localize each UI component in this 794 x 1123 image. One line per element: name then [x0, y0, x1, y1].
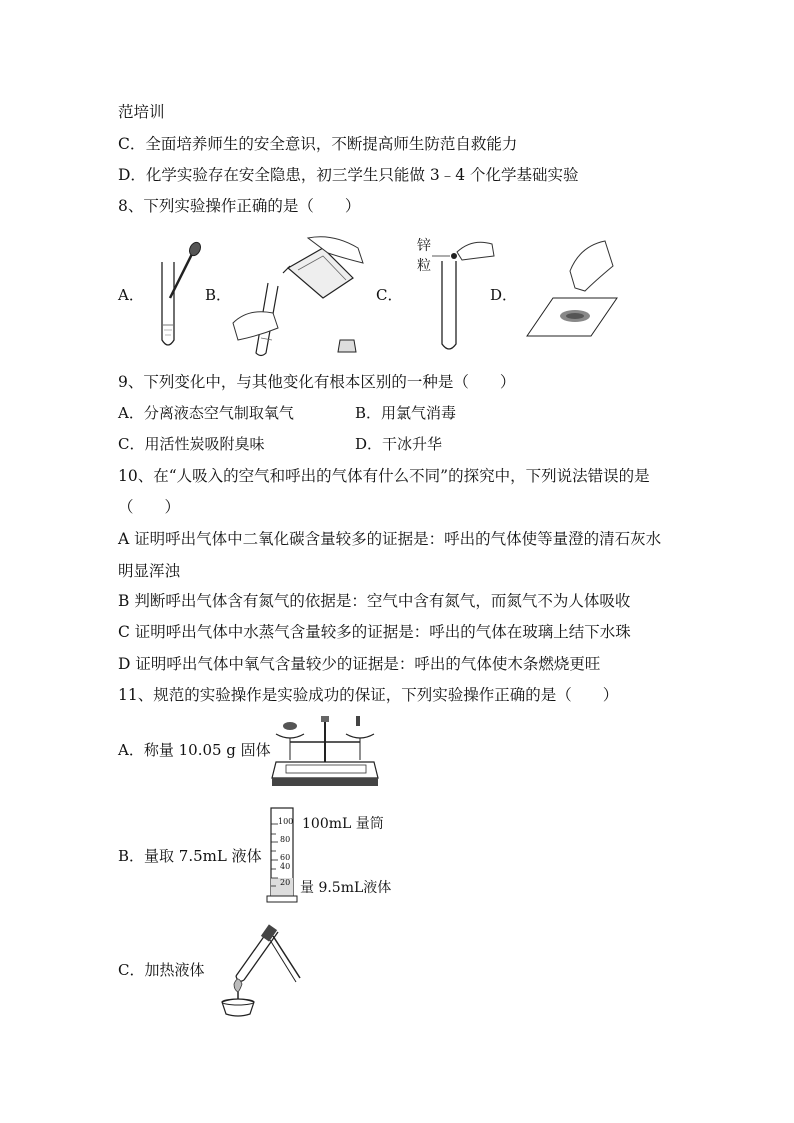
cylinder-label-top: 100mL 量筒	[302, 816, 384, 832]
text-line-1: 范培训	[118, 103, 165, 121]
q9-option-b: B．用氯气消毒	[355, 404, 457, 422]
q9-option-d: D．干冰升华	[355, 435, 443, 453]
figure-pouring-liquid	[228, 228, 368, 358]
q8-option-d-label: D．	[490, 286, 518, 304]
q8-option-c-label: C．	[376, 286, 403, 304]
figure-balance-scale	[268, 712, 383, 790]
cylinder-tick-100: 100	[278, 817, 294, 826]
figure-zinc-test-tube	[432, 236, 497, 356]
q10-option-b: B 判断呼出气体含有氮气的依据是：空气中含有氮气，而氮气不为人体吸收	[118, 592, 631, 610]
cylinder-tick-60: 60	[280, 853, 291, 862]
zinc-label-1: 锌	[417, 238, 431, 254]
q11-option-b: B．量取 7.5mL 液体	[118, 847, 262, 865]
figure-solid-on-paper	[525, 236, 620, 341]
q9-option-a: A．分离液态空气制取氧气	[118, 404, 294, 422]
q8-option-b-label: B．	[205, 286, 232, 304]
text-line-option-c: C．全面培养师生的安全意识，不断提高师生防范自救能力	[118, 135, 518, 153]
q10-option-d: D 证明呼出气体中氧气含量较少的证据是：呼出的气体使木条燃烧更旺	[118, 655, 601, 673]
q10-option-a-line1: A 证明呼出气体中二氧化碳含量较多的证据是：呼出的气体使等量澄的清石灰水	[118, 530, 662, 548]
q11-option-c: C．加热液体	[118, 961, 205, 979]
q11-option-a: A．称量 10.05 g 固体	[118, 741, 271, 759]
question-11: 11、规范的实验操作是实验成功的保证，下列实验操作正确的是（ ）	[118, 686, 619, 704]
cylinder-tick-80: 80	[280, 835, 291, 844]
q9-option-c: C．用活性炭吸附臭味	[118, 435, 265, 453]
q10-option-a-line2: 明显浑浊	[118, 562, 181, 580]
question-10: 10、在“人吸入的空气和呼出的气体有什么不同”的探究中，下列说法错误的是	[118, 467, 650, 485]
q10-option-c: C 证明呼出气体中水蒸气含量较多的证据是：呼出的气体在玻璃上结下水珠	[118, 623, 631, 641]
figure-dropper-test-tube	[150, 240, 210, 355]
zinc-label-2: 粒	[417, 258, 431, 274]
cylinder-label-bottom: 量 9.5mL液体	[300, 880, 392, 896]
q8-option-a-label: A．	[118, 286, 144, 304]
question-9: 9、下列变化中，与其他变化有根本区别的一种是（ ）	[118, 373, 516, 391]
cylinder-tick-40: 40	[280, 862, 291, 871]
question-10-bracket: （ ）	[118, 498, 181, 516]
text-line-option-d: D．化学实验存在安全隐患，初三学生只能做 3﹣4 个化学基础实验	[118, 166, 579, 184]
question-8: 8、下列实验操作正确的是（ ）	[118, 197, 361, 215]
cylinder-tick-20: 20	[280, 878, 291, 887]
figure-heating-liquid	[208, 918, 308, 1023]
